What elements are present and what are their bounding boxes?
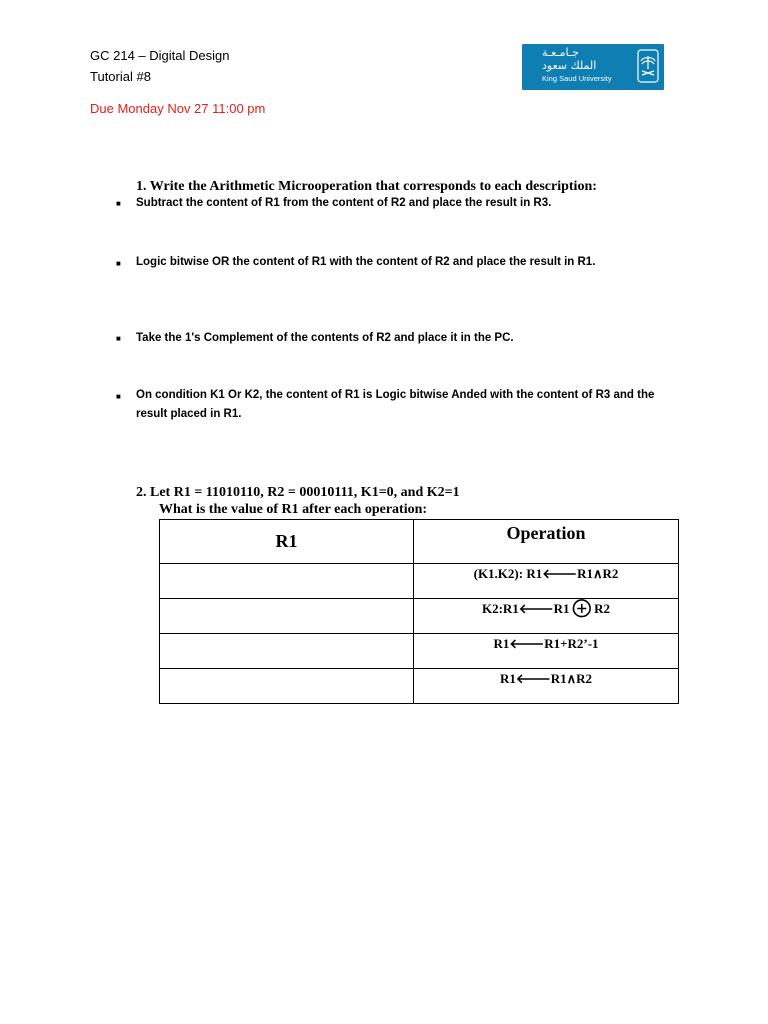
bullet-icon: ■ — [116, 259, 121, 268]
bullet-icon: ■ — [116, 334, 121, 343]
table-row — [160, 634, 679, 669]
due-date: Due Monday Nov 27 11:00 pm — [90, 101, 266, 116]
palm-emblem-icon — [637, 49, 659, 83]
q1-item-4: On condition K1 Or K2, the content of R1 is Logic bitwise Anded with the content of R3 and the result placed in R1. — [136, 389, 655, 420]
r1-answer-cell[interactable] — [160, 564, 414, 599]
operation-cell: K2:R1🡐R1 ⊕ R2 — [414, 599, 679, 634]
table-row — [160, 564, 679, 599]
q1-item-1: Subtract the content of R1 from the content of R2 and place the result in R3. — [136, 197, 552, 209]
tutorial-number: Tutorial #8 — [90, 69, 151, 84]
course-title: GC 214 – Digital Design — [90, 48, 230, 63]
operation-cell: R1🡐R1∧R2 — [414, 669, 679, 704]
header-operation: Operation — [414, 520, 679, 564]
logo-english-name: King Saud University — [542, 74, 612, 83]
university-logo — [522, 44, 664, 90]
header-r1: R1 — [160, 520, 414, 564]
question-2-line2: What is the value of R1 after each operation: — [159, 502, 428, 517]
r1-answer-cell[interactable] — [160, 669, 414, 704]
table-header-row — [160, 520, 679, 564]
question-1-title: 1. Write the Arithmetic Microoperation that corresponds to each description: — [136, 179, 597, 194]
question-2-line1: 2. Let R1 = 11010110, R2 = 00010111, K1=0, and K2=1 — [136, 485, 460, 500]
operations-table — [159, 519, 679, 704]
q1-item-3: Take the 1's Complement of the contents of R2 and place it in the PC. — [136, 332, 514, 344]
r1-answer-cell[interactable] — [160, 634, 414, 669]
bullet-icon: ■ — [116, 199, 121, 208]
table-row — [160, 599, 679, 634]
operation-cell: (K1.K2): R1🡐R1∧R2 — [414, 564, 679, 599]
operation-cell: R1🡐R1+R2’-1 — [414, 634, 679, 669]
logo-arabic-line2: الملك سعود — [542, 59, 597, 72]
table-row — [160, 669, 679, 704]
bullet-icon: ■ — [116, 392, 121, 401]
r1-answer-cell[interactable] — [160, 599, 414, 634]
logo-arabic-line1: جـامـعـة — [542, 46, 579, 59]
q1-item-2: Logic bitwise OR the content of R1 with the content of R2 and place the result in R1. — [136, 256, 596, 268]
